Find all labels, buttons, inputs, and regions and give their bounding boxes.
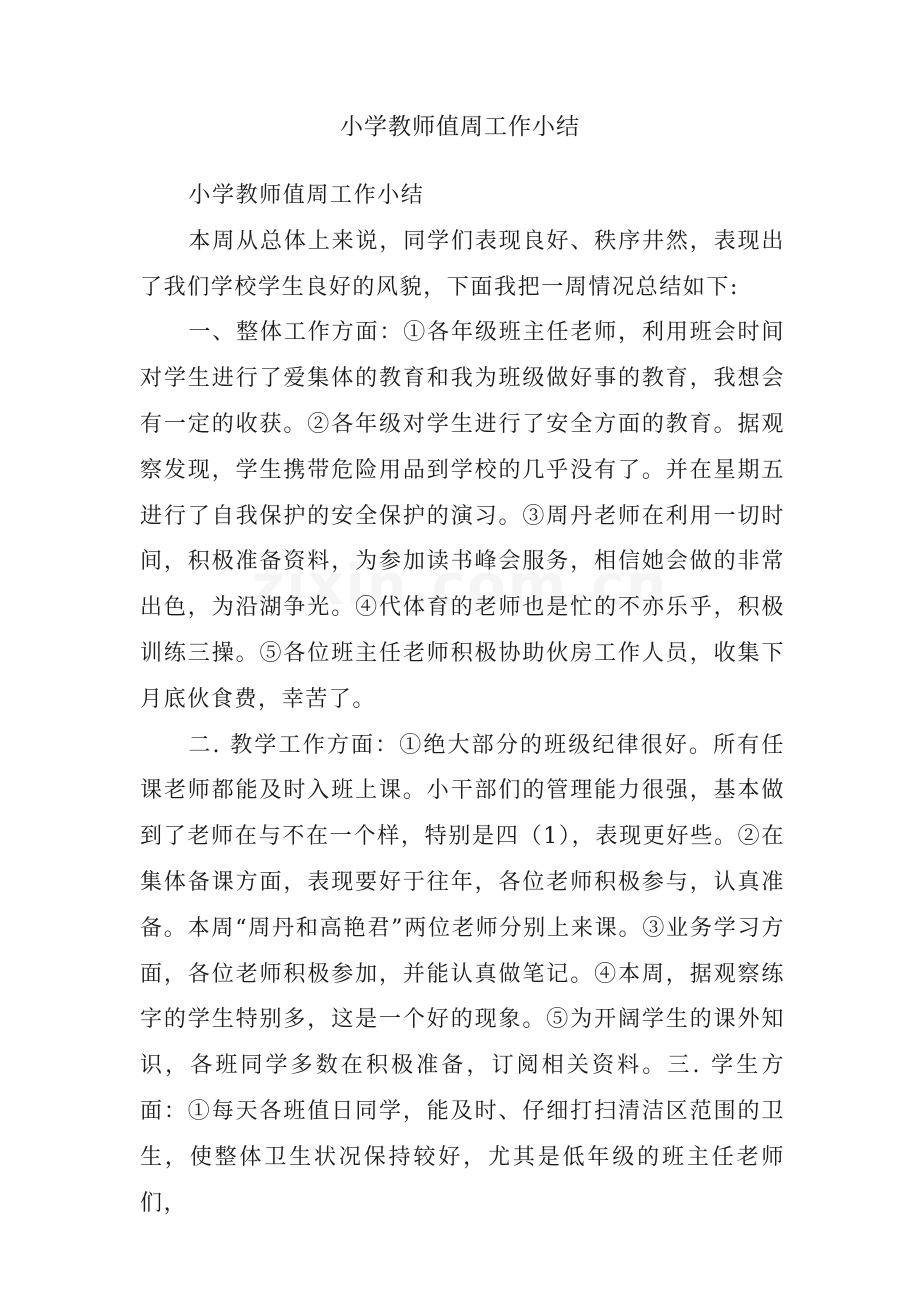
paragraph-intro: 本周从总体上来说，同学们表现良好、秩序井然，表现出了我们学校学生良好的风貌，下面我把一周情况总结如下: [140, 228, 785, 300]
document-body [140, 173, 785, 1226]
paragraph-overall-work: 一、整体工作方面：①各年级班主任老师，利用班会时间对学生进行了爱集体的教育和我为班级做好事的教育，我想会有一定的收获。②各年级对学生进行了安全方面的教育。据观察发现，学生携带危险用品到学校的几乎没有了。并在星期五进行了自我保护的安全保护的演习。③周丹老师在利用一切时间，积极准备资料，为参加读书峰会服务，相信她会做的非常出色，为沿湖争光。④代体育的老师也是忙的不亦乐乎，积极训练三操。⑤各位班主任老师积极协助伙房工作人员，收集下月底伙食费，幸苦了。 [140, 320, 785, 712]
paragraph-teaching-work: 二. 教学工作方面：①绝大部分的班级纪律很好。所有任课老师都能及时入班上课。小干部们的管理能力很强，基本做到了老师在与不在一个样，特别是四（1），表现更好些。②在集体备课方面，表现要好于往年，各位老师积极参与，认真准备。本周“周丹和高艳君”两位老师分别上来课。③业务学习方面，各位老师积极参加，并能认真做笔记。④本周，据观察练字的学生特别多，这是一个好的现象。⑤为开阔学生的课外知识，各班同学多数在积极准备，订阅相关资料。三. 学生方面：①每天各班值日同学，能及时、仔细打扫清洁区范围的卫生，使整体卫生状况保持较好，尤其是低年级的班主任老师们， [140, 732, 785, 1216]
paragraph-subtitle: 小学教师值周工作小结 [188, 183, 425, 208]
document-title: 小学教师值周工作小结 [340, 114, 580, 140]
